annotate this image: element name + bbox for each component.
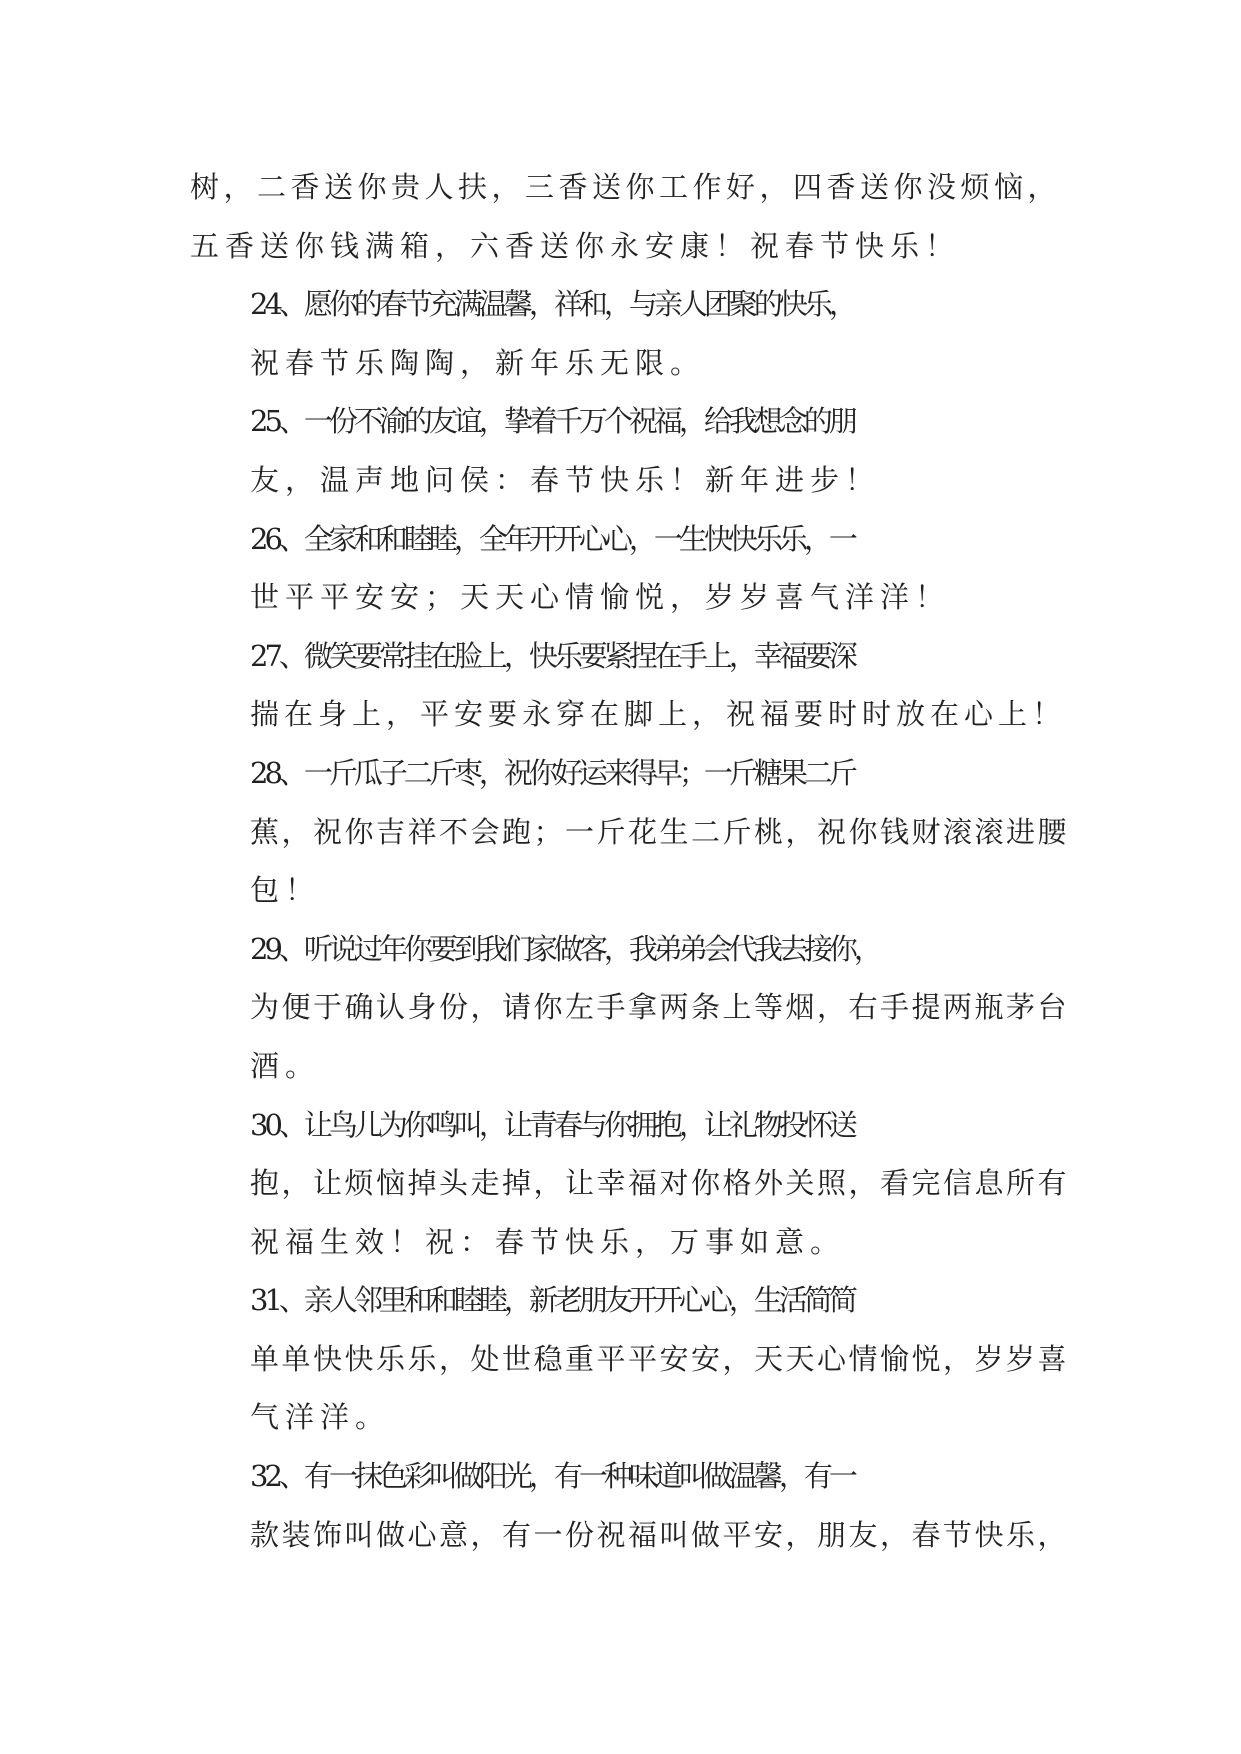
text-line: 五香送你钱满箱，六香送你永安康！祝春节快乐！ (190, 228, 961, 263)
text-line: 款装饰叫做心意，有一份祝福叫做平安，朋友，春节快乐， (250, 1517, 1070, 1552)
text-line: 32、有一抹色彩叫做阳光，有一种味道叫做温馨，有一 (250, 1459, 854, 1494)
text-line: 为便于确认身份，请你左手拿两条上等烟，右手提两瓶茅台 (250, 990, 1070, 1025)
text-line: 28、一斤瓜子二斤枣，祝你好运来得早；一斤糖果二斤 (250, 755, 854, 790)
paragraph (190, 275, 1072, 392)
text-line: 26、全家和和睦睦，全年开开心心，一生快快乐乐，一 (250, 521, 854, 556)
paragraph (190, 392, 1072, 509)
text-line: 单单快快乐乐，处世稳重平平安安，天天心情愉悦，岁岁喜 (250, 1341, 1070, 1376)
text-line: 蕉，祝你吉祥不会跑；一斤花生二斤桃，祝你钱财滚滚进腰 (250, 814, 1070, 849)
text-line: 世平平安安；天天心情愉悦，岁岁喜气洋洋！ (250, 580, 951, 615)
paragraph (190, 1447, 1072, 1564)
text-line: 气洋洋。 (250, 1400, 391, 1435)
paragraph (190, 510, 1072, 627)
text-line: 友，温声地问侯：春节快乐！新年进步！ (250, 462, 881, 497)
text-line: 27、微笑要常挂在脸上，快乐要紧捏在手上，幸福要深 (250, 638, 854, 673)
text-line: 25、一份不渝的友谊，挚着千万个祝福，给我想念的朋 (250, 404, 854, 439)
text-line: 包！ (250, 873, 321, 908)
text-line: 29、听说过年你要到我们家做客，我弟弟会代我去接你， (250, 931, 879, 966)
paragraph (190, 744, 1072, 920)
text-line: 30、让鸟儿为你鸣叫，让青春与你拥抱，让礼物投怀送 (250, 1107, 854, 1142)
text-line: 祝春节乐陶陶，新年乐无限。 (250, 345, 706, 380)
paragraph (190, 920, 1072, 1096)
text-line: 揣在身上，平安要永穿在脚上，祝福要时时放在心上！ (250, 697, 1067, 732)
document-body (190, 158, 1072, 1564)
paragraph (190, 1096, 1072, 1272)
paragraph (190, 158, 1072, 275)
text-line: 酒。 (250, 1048, 321, 1083)
text-line: 24、愿你的春节充满温馨，祥和，与亲人团聚的快乐， (250, 287, 854, 322)
text-line: 树，二香送你贵人扶，三香送你工作好，四香送你没烦恼， (190, 170, 1062, 204)
paragraph (190, 627, 1072, 744)
paragraph (190, 1271, 1072, 1447)
text-line: 抱，让烦恼掉头走掉，让幸福对你格外关照，看完信息所有 (250, 1166, 1070, 1201)
text-line: 31、亲人邻里和和睦睦，新老朋友开开心心，生活简简 (250, 1283, 854, 1318)
text-line: 祝福生效！祝：春节快乐，万事如意。 (250, 1224, 846, 1259)
